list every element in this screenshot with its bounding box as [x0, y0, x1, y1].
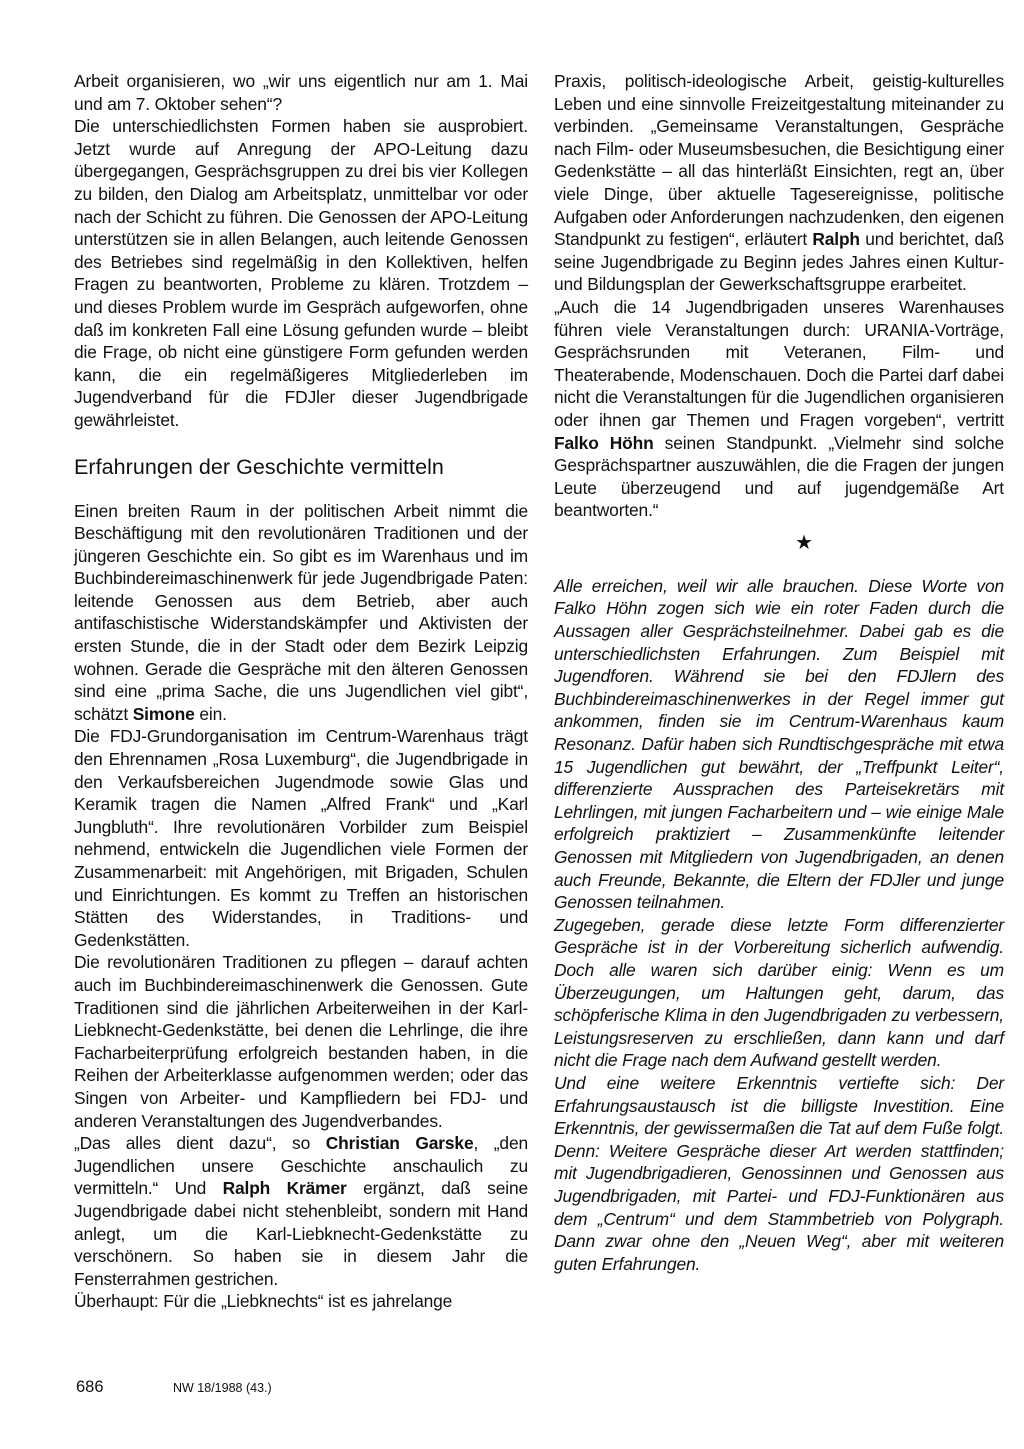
- italic-paragraph: Zugegeben, gerade diese letzte Form differenzierter Gespräche ist in der Vorbereitung sicherlich aufwendig. Doch alle waren sich darüber einig: Wenn es um Überzeugungen, um Haltungen geht, darum, das schöpferische Klima in den Jugendbrigaden zu verbessern, Leistungsreserven zu erschließen, dann kann und darf nicht die Frage nach dem Aufwand gestellt werden.: [554, 914, 1004, 1071]
- page-footer: [76, 1377, 272, 1398]
- paragraph: Einen breiten Raum in der politischen Arbeit nimmt die Beschäftigung mit den revolutionären Traditionen und der jüngeren Geschichte ein. So gibt es im Warenhaus und im Buchbindereimaschinenwerk für jede Jugendbrigade Paten: leitende Genossen aus dem Betrieb, aber auch antifaschistische Widerstandskämpfer und Aktivisten der ersten Stunde, die in der Stadt oder dem Bezirk Leipzig wohnen. Gerade die Gespräche mit den älteren Genossen sind eine „prima Sache, die uns Jugendlichen viel gibt“, schätzt Simone ein.: [74, 500, 528, 724]
- right-column: [554, 70, 1004, 1275]
- paragraph: Arbeit organisieren, wo „wir uns eigentlich nur am 1. Mai und am 7. Oktober sehen“?: [74, 71, 528, 114]
- section-heading: Erfahrungen der Geschichte vermitteln: [74, 454, 444, 479]
- paragraph: „Das alles dient dazu“, so Christian Garske, „den Jugendlichen unsere Geschichte anschaulich zu vermitteln.“ Und Ralph Krämer ergänzt, daß seine Jugendbrigade dabei nicht stehenbleibt, sondern mit Hand anlegt, um die Karl-Liebknecht-Gedenkstätte zu verschönern. So haben sie in diesem Jahr die Fensterrahmen gestrichen.: [74, 1133, 528, 1289]
- speaker-name: Ralph Krämer: [222, 1178, 347, 1199]
- paragraph: Praxis, politisch-ideologische Arbeit, geistig-kulturelles Leben und eine sinnvolle Freizeitgestaltung miteinander zu verbinden. „Gemeinsame Veranstaltungen, Gespräche nach Film- oder Museumsbesuchen, die Besichtigung einer Gedenkstätte – all das hinterläßt Einsichten, regt an, über viele Dinge, über aktuelle Tagesereignisse, politische Aufgaben oder Anforderungen nachzudenken, den eigenen Standpunkt zu festigen“, erläutert Ralph und berichtet, daß seine Jugendbrigade zu Beginn jedes Jahres einen Kultur- und Bildungsplan der Gewerkschaftsgruppe erarbeitet.: [554, 71, 1004, 295]
- paragraph: Überhaupt: Für die „Liebknechts“ ist es jahrelange: [74, 1291, 453, 1312]
- paragraph: Die revolutionären Traditionen zu pflegen – darauf achten auch im Buchbindereimaschinenwerk die Genossen. Gute Traditionen sind die jährlichen Arbeiterweihen in der Karl-Liebknecht-Gedenkstätte, bei denen die Lehrlinge, die ihre Facharbeiterprüfung erfolgreich bestanden haben, in die Reihen der Arbeiterklasse aufgenommen werden; oder das Singen von Arbeiter- und Kampfliedern bei FDJ- und anderen Veranstaltungen des Jugendverbandes.: [74, 952, 528, 1131]
- issue-reference: NW 18/1988 (43.): [173, 1381, 272, 1395]
- speaker-name: Falko Höhn: [554, 432, 654, 453]
- speaker-name: Simone: [132, 703, 195, 724]
- speaker-name: Ralph: [812, 229, 860, 250]
- paragraph: Die unterschiedlichsten Formen haben sie ausprobiert. Jetzt wurde auf Anregung der APO-Leitung dazu übergegangen, Gesprächsgruppen zu drei bis vier Kollegen zu bilden, den Dialog am Arbeitsplatz, unmittelbar vor oder nach der Schicht zu führen. Die Genossen der APO-Leitung unterstützen sie in allen Belangen, auch leitende Genossen des Betriebes sind regelmäßig in den Kollektiven, helfen Fragen zu beantworten, Probleme zu klären. Trotzdem – und dieses Problem wurde im Gespräch aufgeworfen, ohne daß im konkreten Fall eine Lösung gefunden wurde – bleibt die Frage, ob nicht eine günstigere Form gefunden werden kann, die ein regelmäßigeres Mitgliederleben im Jugendverband für die FDJler dieser Jugendbrigade gewährleistet.: [74, 116, 528, 430]
- italic-paragraph: Alle erreichen, weil wir alle brauchen. Diese Worte von Falko Höhn zogen sich wie ein roter Faden durch die Aussagen aller Gesprächsteilnehmer. Dabei gab es die unterschiedlichsten Erfahrungen. Zum Beispiel mit Jugendforen. Während sie bei den FDJlern des Buchbindereimaschinenwerkes in der Regel immer gut ankommen, finden sie im Centrum-Warenhaus kaum Resonanz. Dafür haben sich Rundtischgespräche mit etwa 15 Jugendlichen gut bewährt, der „Treffpunkt Leiter“, differenzierte Aussprachen des Parteisekretärs mit Lehrlingen, mit jungen Facharbeitern und – wie einige Male erfolgreich praktiziert – Zusammenkünfte leitender Genossen mit Mitgliedern von Jugendbrigaden, an denen auch Freunde, Bekannte, die Eltern der FDJler und junge Genossen teilnahmen.: [554, 575, 1004, 913]
- italic-paragraph: Und eine weitere Erkenntnis vertiefte sich: Der Erfahrungsaustausch ist die billigste Investition. Eine Erkenntnis, der gewissermaßen die Tat auf dem Fuße folgt. Denn: Weitere Gespräche dieser Art werden stattfinden; mit Jugendbrigadieren, Genossinnen und Genossen aus Jugendbrigaden, mit Partei- und FDJ-Funktionären aus dem „Centrum“ und dem Stammbetrieb von Polygraph. Dann zwar ohne den „Neuen Weg“, aber mit weiteren guten Erfahrungen.: [554, 1072, 1004, 1274]
- page-number: 686: [76, 1378, 104, 1396]
- left-column: [74, 70, 528, 1313]
- star-separator-icon: ★: [795, 531, 813, 554]
- paragraph: Die FDJ-Grundorganisation im Centrum-Warenhaus trägt den Ehrennamen „Rosa Luxemburg“, die Jugendbrigade in den Verkaufsbereichen Jugendmode sowie Glas und Keramik tragen die Namen „Alfred Frank“ und „Karl Jungbluth“. Ihre revolutionären Vorbilder zum Beispiel nehmend, entwickeln die Jugendlichen viele Formen der Zusammenarbeit: mit Angehörigen, mit Brigaden, Schulen und Einrichtungen. Es kommt zu Treffen an historischen Stätten des Widerstandes, in Traditions- und Gedenkstätten.: [74, 726, 528, 950]
- paragraph: „Auch die 14 Jugendbrigaden unseres Warenhauses führen viele Veranstaltungen durch: URANIA-Vorträge, Gesprächsrunden mit Veteranen, Film- und Theaterabende, Modenschauen. Doch die Partei darf dabei nicht die Veranstaltungen für die Jugendlichen organisieren oder ihnen gar Themen und Fragen vorgeben“, vertritt Falko Höhn seinen Standpunkt. „Vielmehr sind solche Gesprächspartner auszuwählen, die die Fragen der jungen Leute überzeugend und auf jugendgemäße Art beantworten.“: [554, 296, 1004, 521]
- speaker-name: Christian Garske: [325, 1133, 474, 1154]
